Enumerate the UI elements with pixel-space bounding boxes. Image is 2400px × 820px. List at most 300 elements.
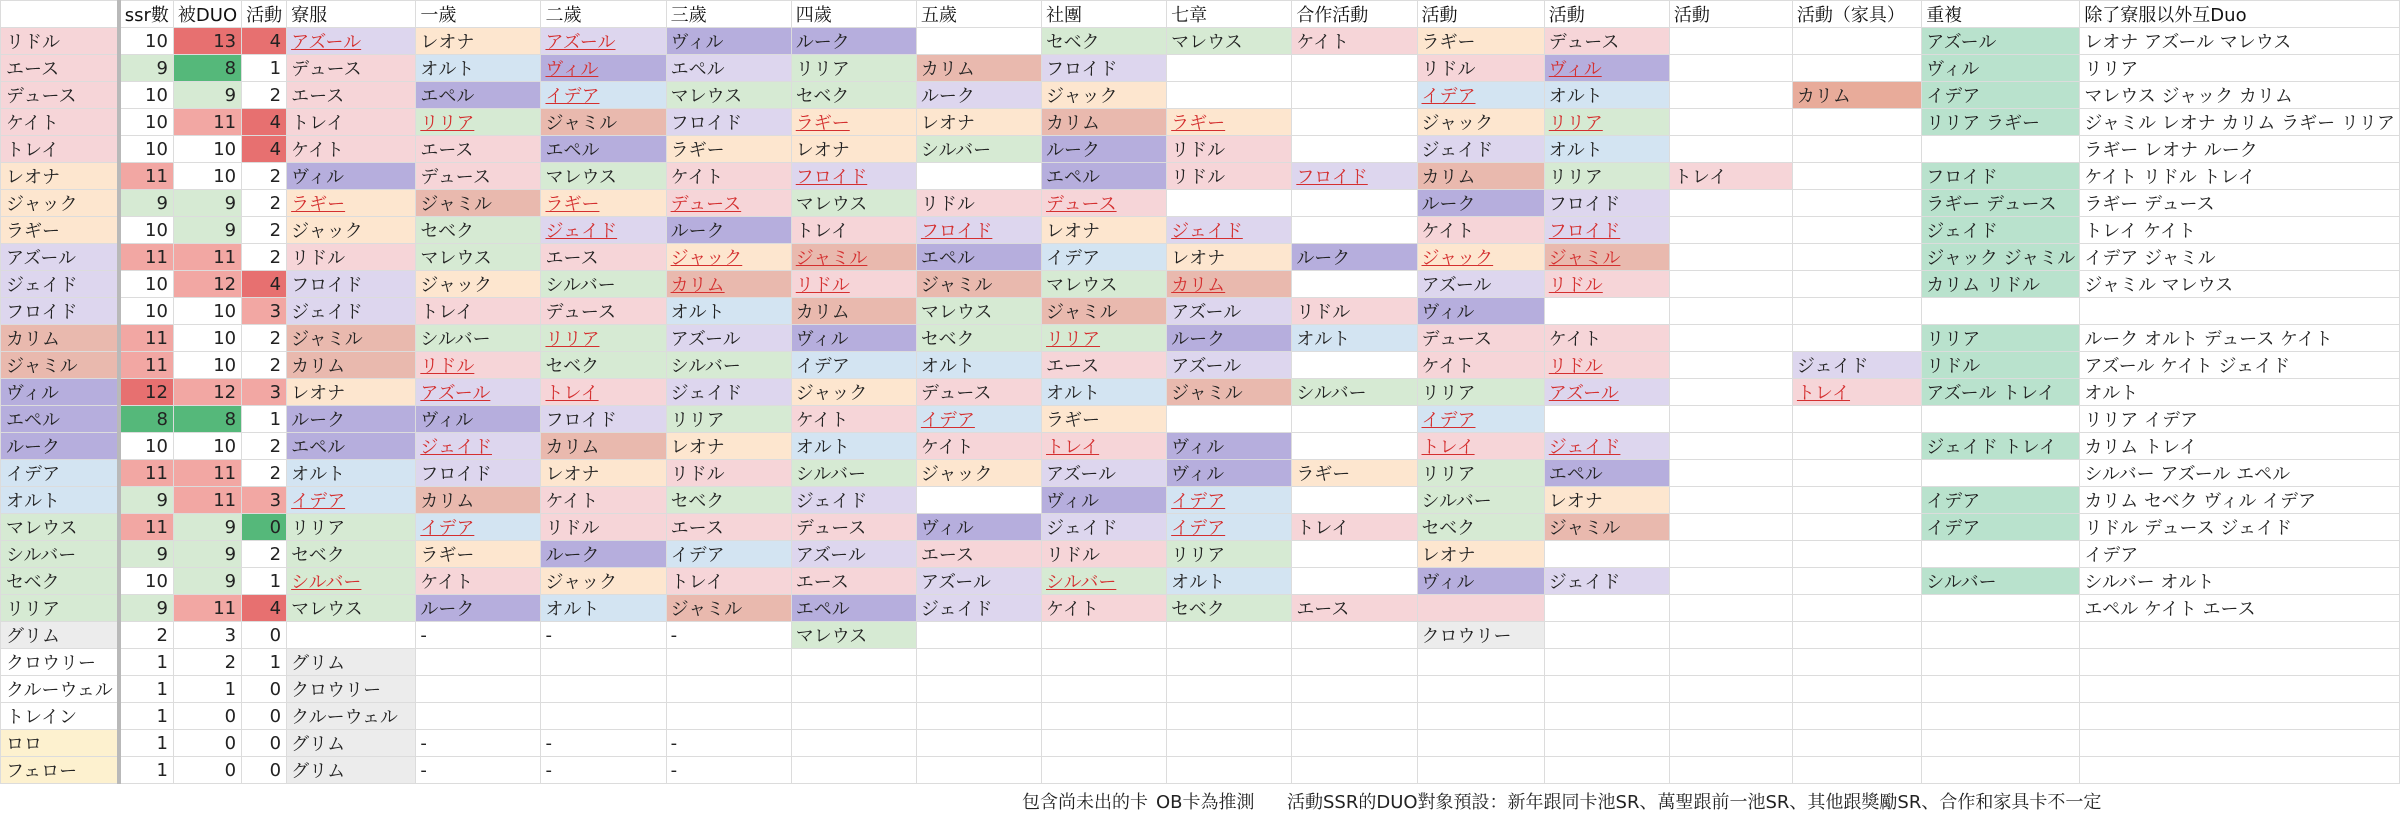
other-duo-cell[interactable]: [2080, 622, 2400, 649]
duo-partner-cell[interactable]: [1792, 514, 1921, 541]
duo-partner-cell[interactable]: [1669, 28, 1792, 55]
duo-partner-cell[interactable]: [541, 433, 666, 460]
duo-partner-cell[interactable]: [1669, 676, 1792, 703]
duo-partner-cell[interactable]: [916, 406, 1041, 433]
duo-partner-cell[interactable]: [1167, 298, 1292, 325]
ssr-count-cell[interactable]: 9: [119, 595, 174, 622]
duo-partner-cell[interactable]: [1292, 406, 1417, 433]
duo-partner-cell[interactable]: [1167, 703, 1292, 730]
duo-partner-cell[interactable]: [287, 82, 416, 109]
event-count-cell[interactable]: 2: [242, 352, 287, 379]
ssr-count-cell[interactable]: 2: [119, 622, 174, 649]
duo-partner-cell[interactable]: [1042, 703, 1167, 730]
duo-partner-cell[interactable]: [791, 757, 916, 784]
duplicate-cell[interactable]: [1922, 136, 2080, 163]
duo-partner-cell[interactable]: [666, 163, 791, 190]
duo-partner-cell[interactable]: [416, 298, 541, 325]
duo-partner-cell[interactable]: [1042, 433, 1167, 460]
character-name-cell[interactable]: グリム: [1, 622, 119, 649]
duo-partner-cell[interactable]: [1544, 406, 1669, 433]
duo-partner-cell[interactable]: [1544, 136, 1669, 163]
duo-partner-cell[interactable]: [287, 649, 416, 676]
ssr-count-cell[interactable]: 10: [119, 136, 174, 163]
duo-partner-cell[interactable]: [1669, 325, 1792, 352]
duo-partner-cell[interactable]: [1417, 325, 1544, 352]
column-header[interactable]: 活動: [242, 1, 287, 28]
duo-partner-cell[interactable]: [541, 352, 666, 379]
duo-partner-cell[interactable]: [287, 271, 416, 298]
duo-partner-cell[interactable]: [416, 109, 541, 136]
duplicate-cell[interactable]: [1922, 703, 2080, 730]
duo-partner-cell[interactable]: [1669, 703, 1792, 730]
duo-partner-cell[interactable]: [791, 271, 916, 298]
duo-partner-cell[interactable]: [1417, 514, 1544, 541]
duo-partner-cell[interactable]: [1792, 622, 1921, 649]
duo-count-cell[interactable]: 11: [173, 487, 241, 514]
duo-partner-cell[interactable]: [1669, 568, 1792, 595]
duo-partner-cell[interactable]: [1669, 406, 1792, 433]
duo-partner-cell[interactable]: [916, 433, 1041, 460]
character-name-cell[interactable]: ケイト: [1, 109, 119, 136]
duo-partner-cell[interactable]: [416, 82, 541, 109]
duo-partner-cell[interactable]: [1292, 514, 1417, 541]
duo-partner-cell[interactable]: [287, 28, 416, 55]
duo-partner-cell[interactable]: [1417, 703, 1544, 730]
event-count-cell[interactable]: 2: [242, 541, 287, 568]
duo-partner-cell[interactable]: [1042, 55, 1167, 82]
duo-partner-cell[interactable]: [1167, 487, 1292, 514]
character-name-cell[interactable]: フロイド: [1, 298, 119, 325]
duo-partner-cell[interactable]: [416, 460, 541, 487]
duo-partner-cell[interactable]: [287, 730, 416, 757]
character-name-cell[interactable]: デュース: [1, 82, 119, 109]
event-count-cell[interactable]: 2: [242, 82, 287, 109]
duo-partner-cell[interactable]: [1544, 460, 1669, 487]
duo-partner-cell[interactable]: [1417, 244, 1544, 271]
duo-partner-cell[interactable]: [1292, 730, 1417, 757]
duo-count-cell[interactable]: 2: [173, 649, 241, 676]
other-duo-cell[interactable]: カリム トレイ: [2080, 433, 2400, 460]
duo-count-cell[interactable]: 9: [173, 514, 241, 541]
duo-partner-cell[interactable]: [1417, 406, 1544, 433]
duo-partner-cell[interactable]: [916, 460, 1041, 487]
duo-partner-cell[interactable]: [791, 136, 916, 163]
duo-partner-cell[interactable]: [1042, 487, 1167, 514]
duo-partner-cell[interactable]: [1292, 298, 1417, 325]
duo-partner-cell[interactable]: [1792, 163, 1921, 190]
duo-partner-cell[interactable]: [916, 28, 1041, 55]
duo-partner-cell[interactable]: [416, 28, 541, 55]
duo-partner-cell[interactable]: [541, 514, 666, 541]
duo-partner-cell[interactable]: [791, 190, 916, 217]
other-duo-cell[interactable]: リリア イデア: [2080, 406, 2400, 433]
character-name-cell[interactable]: アズール: [1, 244, 119, 271]
duplicate-cell[interactable]: [1922, 730, 2080, 757]
ssr-count-cell[interactable]: 1: [119, 676, 174, 703]
duo-partner-cell[interactable]: [791, 622, 916, 649]
duplicate-cell[interactable]: リドル: [1922, 352, 2080, 379]
duo-count-cell[interactable]: 10: [173, 325, 241, 352]
duo-partner-cell[interactable]: [287, 352, 416, 379]
event-count-cell[interactable]: 4: [242, 136, 287, 163]
duo-count-cell[interactable]: 9: [173, 190, 241, 217]
duo-partner-cell[interactable]: [791, 649, 916, 676]
other-duo-cell[interactable]: イデア: [2080, 541, 2400, 568]
duo-partner-cell[interactable]: [1792, 28, 1921, 55]
duo-partner-cell[interactable]: [287, 325, 416, 352]
duo-partner-cell[interactable]: [1167, 757, 1292, 784]
duo-partner-cell[interactable]: [1669, 298, 1792, 325]
duo-partner-cell[interactable]: [1042, 163, 1167, 190]
duo-partner-cell[interactable]: [916, 109, 1041, 136]
duo-partner-cell[interactable]: [416, 703, 541, 730]
duo-partner-cell[interactable]: [1544, 757, 1669, 784]
duo-partner-cell[interactable]: [1417, 757, 1544, 784]
duo-partner-cell[interactable]: [1292, 649, 1417, 676]
character-name-cell[interactable]: マレウス: [1, 514, 119, 541]
duo-partner-cell[interactable]: [416, 406, 541, 433]
duo-partner-cell[interactable]: [416, 649, 541, 676]
duo-partner-cell[interactable]: [416, 595, 541, 622]
event-count-cell[interactable]: 0: [242, 703, 287, 730]
duo-partner-cell[interactable]: [791, 82, 916, 109]
duo-partner-cell[interactable]: [1167, 595, 1292, 622]
ssr-count-cell[interactable]: 11: [119, 460, 174, 487]
ssr-count-cell[interactable]: 11: [119, 514, 174, 541]
duo-partner-cell[interactable]: [791, 703, 916, 730]
duo-partner-cell[interactable]: [916, 649, 1041, 676]
duo-partner-cell[interactable]: [666, 703, 791, 730]
event-count-cell[interactable]: 0: [242, 622, 287, 649]
duplicate-cell[interactable]: [1922, 541, 2080, 568]
duo-partner-cell[interactable]: [416, 244, 541, 271]
duplicate-cell[interactable]: シルバー: [1922, 568, 2080, 595]
column-header[interactable]: 活動: [1417, 1, 1544, 28]
duo-partner-cell[interactable]: [287, 487, 416, 514]
duo-partner-cell[interactable]: [916, 190, 1041, 217]
duo-partner-cell[interactable]: [1792, 82, 1921, 109]
duo-partner-cell[interactable]: [541, 568, 666, 595]
duo-partner-cell[interactable]: [1544, 55, 1669, 82]
event-count-cell[interactable]: 0: [242, 514, 287, 541]
column-header[interactable]: 活動: [1544, 1, 1669, 28]
duo-partner-cell[interactable]: [287, 676, 416, 703]
duo-count-cell[interactable]: 11: [173, 244, 241, 271]
column-header[interactable]: [1, 1, 119, 28]
duo-partner-cell[interactable]: [1292, 352, 1417, 379]
other-duo-cell[interactable]: シルバー アズール エペル: [2080, 460, 2400, 487]
duo-partner-cell[interactable]: [1167, 514, 1292, 541]
character-name-cell[interactable]: ロロ: [1, 730, 119, 757]
duo-partner-cell[interactable]: [1042, 271, 1167, 298]
duo-partner-cell[interactable]: [416, 730, 541, 757]
duo-partner-cell[interactable]: [1669, 757, 1792, 784]
duo-partner-cell[interactable]: [541, 28, 666, 55]
ssr-count-cell[interactable]: 10: [119, 109, 174, 136]
duo-partner-cell[interactable]: [1669, 514, 1792, 541]
duo-partner-cell[interactable]: [1417, 163, 1544, 190]
duo-partner-cell[interactable]: [666, 406, 791, 433]
duo-partner-cell[interactable]: [1792, 379, 1921, 406]
duo-partner-cell[interactable]: [791, 730, 916, 757]
duo-partner-cell[interactable]: [791, 28, 916, 55]
duo-partner-cell[interactable]: [791, 406, 916, 433]
duo-partner-cell[interactable]: [541, 622, 666, 649]
duo-partner-cell[interactable]: [1669, 55, 1792, 82]
duo-partner-cell[interactable]: [916, 379, 1041, 406]
other-duo-cell[interactable]: レオナ アズール マレウス: [2080, 28, 2400, 55]
duplicate-cell[interactable]: ジャック ジャミル: [1922, 244, 2080, 271]
event-count-cell[interactable]: 2: [242, 460, 287, 487]
duo-partner-cell[interactable]: [791, 379, 916, 406]
duo-partner-cell[interactable]: [541, 325, 666, 352]
duo-partner-cell[interactable]: [1544, 595, 1669, 622]
duo-partner-cell[interactable]: [1544, 514, 1669, 541]
duo-partner-cell[interactable]: [541, 703, 666, 730]
duo-partner-cell[interactable]: [416, 622, 541, 649]
duo-partner-cell[interactable]: [1669, 352, 1792, 379]
duo-partner-cell[interactable]: [916, 244, 1041, 271]
duo-count-cell[interactable]: 8: [173, 406, 241, 433]
ssr-count-cell[interactable]: 1: [119, 757, 174, 784]
duo-partner-cell[interactable]: [287, 622, 416, 649]
ssr-count-cell[interactable]: 10: [119, 433, 174, 460]
event-count-cell[interactable]: 0: [242, 676, 287, 703]
duo-partner-cell[interactable]: [1417, 298, 1544, 325]
duo-partner-cell[interactable]: [1544, 325, 1669, 352]
duo-partner-cell[interactable]: [666, 460, 791, 487]
ssr-count-cell[interactable]: 1: [119, 649, 174, 676]
duo-count-cell[interactable]: 0: [173, 703, 241, 730]
duo-partner-cell[interactable]: [541, 163, 666, 190]
duo-partner-cell[interactable]: [1417, 217, 1544, 244]
duo-partner-cell[interactable]: [1792, 757, 1921, 784]
duo-partner-cell[interactable]: [1544, 541, 1669, 568]
duo-partner-cell[interactable]: [916, 325, 1041, 352]
character-name-cell[interactable]: ルーク: [1, 433, 119, 460]
other-duo-cell[interactable]: [2080, 676, 2400, 703]
duo-partner-cell[interactable]: [1792, 271, 1921, 298]
duo-partner-cell[interactable]: [416, 379, 541, 406]
duo-partner-cell[interactable]: [791, 595, 916, 622]
column-header[interactable]: 重複: [1922, 1, 2080, 28]
duo-partner-cell[interactable]: [1792, 433, 1921, 460]
other-duo-cell[interactable]: リリア: [2080, 55, 2400, 82]
duo-partner-cell[interactable]: [1669, 433, 1792, 460]
duo-partner-cell[interactable]: [666, 730, 791, 757]
duo-partner-cell[interactable]: [791, 487, 916, 514]
character-name-cell[interactable]: シルバー: [1, 541, 119, 568]
duo-count-cell[interactable]: 11: [173, 460, 241, 487]
duplicate-cell[interactable]: イデア: [1922, 82, 2080, 109]
duo-partner-cell[interactable]: [1042, 730, 1167, 757]
duo-partner-cell[interactable]: [1669, 379, 1792, 406]
column-header[interactable]: ssr數: [119, 1, 174, 28]
duo-partner-cell[interactable]: [1042, 82, 1167, 109]
duo-partner-cell[interactable]: [916, 514, 1041, 541]
event-count-cell[interactable]: 1: [242, 55, 287, 82]
duo-partner-cell[interactable]: [1792, 325, 1921, 352]
duo-partner-cell[interactable]: [1167, 379, 1292, 406]
duo-partner-cell[interactable]: [791, 352, 916, 379]
event-count-cell[interactable]: 2: [242, 244, 287, 271]
ssr-count-cell[interactable]: 11: [119, 352, 174, 379]
duo-partner-cell[interactable]: [287, 406, 416, 433]
duo-count-cell[interactable]: 0: [173, 757, 241, 784]
column-header[interactable]: 活動（家具）: [1792, 1, 1921, 28]
duo-partner-cell[interactable]: [541, 730, 666, 757]
event-count-cell[interactable]: 4: [242, 271, 287, 298]
duo-partner-cell[interactable]: [1167, 55, 1292, 82]
duo-partner-cell[interactable]: [1544, 109, 1669, 136]
duo-partner-cell[interactable]: [1167, 82, 1292, 109]
duo-partner-cell[interactable]: [1792, 298, 1921, 325]
duo-partner-cell[interactable]: [916, 55, 1041, 82]
duo-partner-cell[interactable]: [1167, 568, 1292, 595]
duo-partner-cell[interactable]: [666, 649, 791, 676]
other-duo-cell[interactable]: ケイト リドル トレイ: [2080, 163, 2400, 190]
column-header[interactable]: 三歲: [666, 1, 791, 28]
duo-partner-cell[interactable]: [1167, 109, 1292, 136]
duplicate-cell[interactable]: ラギー デュース: [1922, 190, 2080, 217]
character-name-cell[interactable]: ジャック: [1, 190, 119, 217]
character-name-cell[interactable]: ジャミル: [1, 352, 119, 379]
duplicate-cell[interactable]: [1922, 676, 2080, 703]
character-name-cell[interactable]: ラギー: [1, 217, 119, 244]
duo-partner-cell[interactable]: [1292, 676, 1417, 703]
duo-partner-cell[interactable]: [287, 55, 416, 82]
duo-partner-cell[interactable]: [416, 487, 541, 514]
duo-partner-cell[interactable]: [1792, 244, 1921, 271]
duo-partner-cell[interactable]: [287, 217, 416, 244]
duo-partner-cell[interactable]: [1292, 55, 1417, 82]
duo-partner-cell[interactable]: [1292, 460, 1417, 487]
ssr-count-cell[interactable]: 9: [119, 190, 174, 217]
duo-partner-cell[interactable]: [541, 460, 666, 487]
duo-partner-cell[interactable]: [916, 136, 1041, 163]
duo-partner-cell[interactable]: [666, 622, 791, 649]
duo-partner-cell[interactable]: [541, 541, 666, 568]
column-header[interactable]: 二歲: [541, 1, 666, 28]
duo-partner-cell[interactable]: [1042, 757, 1167, 784]
duo-partner-cell[interactable]: [666, 568, 791, 595]
duo-partner-cell[interactable]: [1669, 217, 1792, 244]
duo-partner-cell[interactable]: [1167, 136, 1292, 163]
column-header[interactable]: 一歲: [416, 1, 541, 28]
column-header[interactable]: 四歲: [791, 1, 916, 28]
duo-partner-cell[interactable]: [1167, 163, 1292, 190]
duo-partner-cell[interactable]: [1669, 460, 1792, 487]
duo-partner-cell[interactable]: [1544, 217, 1669, 244]
duo-partner-cell[interactable]: [1792, 730, 1921, 757]
duo-partner-cell[interactable]: [416, 757, 541, 784]
other-duo-cell[interactable]: [2080, 757, 2400, 784]
column-header[interactable]: 社團: [1042, 1, 1167, 28]
other-duo-cell[interactable]: イデア ジャミル: [2080, 244, 2400, 271]
character-name-cell[interactable]: フェロー: [1, 757, 119, 784]
duo-partner-cell[interactable]: [1792, 190, 1921, 217]
duo-partner-cell[interactable]: [1167, 541, 1292, 568]
duo-partner-cell[interactable]: [1167, 28, 1292, 55]
duo-partner-cell[interactable]: [1417, 136, 1544, 163]
duo-partner-cell[interactable]: [1167, 460, 1292, 487]
duo-partner-cell[interactable]: [1669, 244, 1792, 271]
duplicate-cell[interactable]: リリア ラギー: [1922, 109, 2080, 136]
character-name-cell[interactable]: エース: [1, 55, 119, 82]
event-count-cell[interactable]: 0: [242, 730, 287, 757]
event-count-cell[interactable]: 1: [242, 568, 287, 595]
duo-partner-cell[interactable]: [916, 757, 1041, 784]
event-count-cell[interactable]: 3: [242, 298, 287, 325]
duo-partner-cell[interactable]: [416, 325, 541, 352]
ssr-count-cell[interactable]: 10: [119, 568, 174, 595]
duo-partner-cell[interactable]: [1292, 757, 1417, 784]
duo-partner-cell[interactable]: [1544, 379, 1669, 406]
duo-partner-cell[interactable]: [287, 595, 416, 622]
duo-partner-cell[interactable]: [1792, 541, 1921, 568]
duo-partner-cell[interactable]: [1417, 379, 1544, 406]
duo-partner-cell[interactable]: [1292, 541, 1417, 568]
ssr-count-cell[interactable]: 11: [119, 325, 174, 352]
duo-partner-cell[interactable]: [1417, 109, 1544, 136]
duo-partner-cell[interactable]: [541, 190, 666, 217]
column-header[interactable]: 寮服: [287, 1, 416, 28]
duo-partner-cell[interactable]: [1292, 109, 1417, 136]
duo-partner-cell[interactable]: [1167, 622, 1292, 649]
duo-partner-cell[interactable]: [1792, 217, 1921, 244]
duo-partner-cell[interactable]: [287, 541, 416, 568]
duo-partner-cell[interactable]: [1544, 163, 1669, 190]
character-name-cell[interactable]: ジェイド: [1, 271, 119, 298]
ssr-count-cell[interactable]: 9: [119, 487, 174, 514]
duplicate-cell[interactable]: [1922, 757, 2080, 784]
duo-partner-cell[interactable]: [1042, 109, 1167, 136]
ssr-count-cell[interactable]: 9: [119, 541, 174, 568]
duo-partner-cell[interactable]: [1042, 541, 1167, 568]
duo-partner-cell[interactable]: [1544, 298, 1669, 325]
duo-count-cell[interactable]: 9: [173, 217, 241, 244]
duo-partner-cell[interactable]: [541, 487, 666, 514]
duo-partner-cell[interactable]: [1544, 82, 1669, 109]
duo-partner-cell[interactable]: [541, 757, 666, 784]
character-name-cell[interactable]: トレイ: [1, 136, 119, 163]
duo-partner-cell[interactable]: [1544, 271, 1669, 298]
duo-count-cell[interactable]: 0: [173, 730, 241, 757]
ssr-count-cell[interactable]: 8: [119, 406, 174, 433]
duo-partner-cell[interactable]: [1669, 271, 1792, 298]
duo-partner-cell[interactable]: [1042, 136, 1167, 163]
character-name-cell[interactable]: エペル: [1, 406, 119, 433]
duo-partner-cell[interactable]: [666, 28, 791, 55]
duo-partner-cell[interactable]: [287, 460, 416, 487]
duo-partner-cell[interactable]: [1292, 244, 1417, 271]
event-count-cell[interactable]: 4: [242, 595, 287, 622]
duo-partner-cell[interactable]: [916, 703, 1041, 730]
duo-partner-cell[interactable]: [1292, 622, 1417, 649]
duo-partner-cell[interactable]: [1417, 28, 1544, 55]
event-count-cell[interactable]: 2: [242, 217, 287, 244]
duo-partner-cell[interactable]: [416, 217, 541, 244]
character-name-cell[interactable]: レオナ: [1, 163, 119, 190]
duo-partner-cell[interactable]: [541, 271, 666, 298]
duo-partner-cell[interactable]: [1042, 325, 1167, 352]
duo-partner-cell[interactable]: [666, 487, 791, 514]
other-duo-cell[interactable]: [2080, 703, 2400, 730]
duo-partner-cell[interactable]: [1417, 676, 1544, 703]
duo-partner-cell[interactable]: [287, 136, 416, 163]
event-count-cell[interactable]: 2: [242, 163, 287, 190]
duo-partner-cell[interactable]: [1042, 190, 1167, 217]
